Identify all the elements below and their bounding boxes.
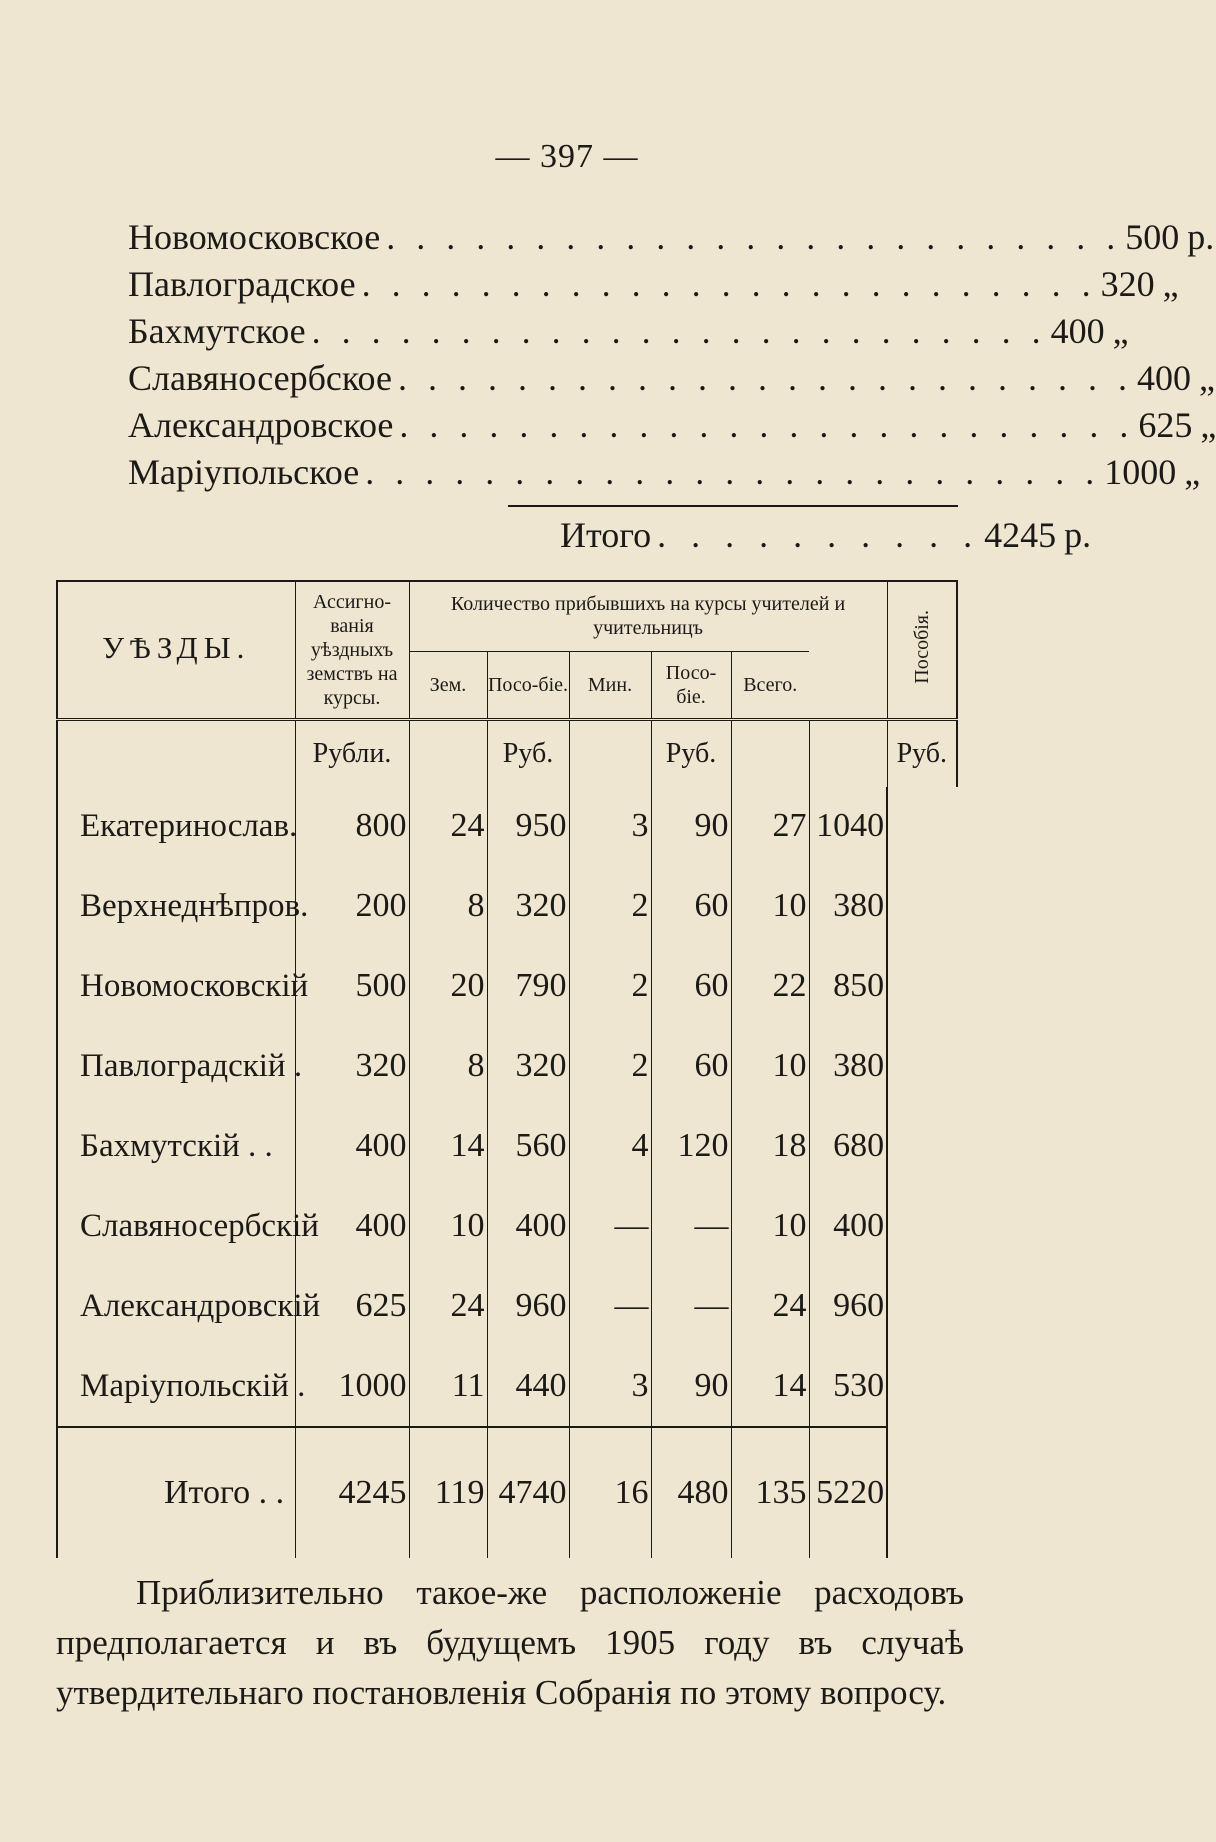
leader-dots: . . . . . . . . . . . . . . . . . . . . . . . . . bbox=[399, 405, 1135, 445]
min-aid-cell: 120 bbox=[651, 1106, 731, 1186]
zem-aid-cell: 950 bbox=[487, 787, 569, 867]
leader-dots: . . . . . . . . . . . . . . . . . . . . . . . . . bbox=[365, 452, 1101, 492]
leader-dots: . . . . . . . . . . bbox=[657, 515, 981, 555]
zem-aid-cell: 790 bbox=[487, 946, 569, 1026]
zem-aid-cell: 960 bbox=[487, 1266, 569, 1346]
unit-empty bbox=[409, 719, 487, 787]
list-amount: 625 bbox=[1138, 405, 1193, 445]
table-row bbox=[57, 1106, 957, 1186]
min-cell: 3 bbox=[569, 787, 651, 867]
page-number: — 397 — bbox=[495, 138, 639, 175]
list-unit: „ bbox=[1200, 405, 1216, 445]
list-total-row bbox=[560, 512, 1092, 559]
aid-cell: 1040 bbox=[809, 787, 887, 867]
zem-cell: 119 bbox=[409, 1427, 487, 1558]
min-cell: 2 bbox=[569, 946, 651, 1026]
list-district-name: Павлоградское bbox=[128, 264, 356, 304]
list-amount: 320 bbox=[1100, 264, 1155, 304]
zem-cell: 10 bbox=[409, 1186, 487, 1266]
district-cell: Маріупольскій . bbox=[57, 1346, 295, 1427]
unit-assignment: Рубли. bbox=[295, 719, 409, 787]
min-aid-cell: 60 bbox=[651, 946, 731, 1026]
min-aid-cell: 60 bbox=[651, 1026, 731, 1106]
zem-cell: 24 bbox=[409, 787, 487, 867]
district-cell: Александровскій bbox=[57, 1266, 295, 1346]
leader-dots: . . . . . . . . . . . . . . . . . . . . . . . . . bbox=[386, 217, 1122, 257]
unit-empty bbox=[57, 719, 295, 787]
district-cell: Павлоградскій . bbox=[57, 1026, 295, 1106]
min-aid-cell: 480 bbox=[651, 1427, 731, 1558]
table-row bbox=[57, 787, 957, 867]
header-posobie-min: Посо-біе. bbox=[651, 651, 731, 719]
paragraph-text: Приблизительно такое-же расположеніе расходовъ предполагается и въ будущемъ 1905 году въ случаѣ утвердительнаго постановленія Собранія по этому вопросу. bbox=[56, 1573, 964, 1712]
list-row bbox=[128, 402, 1216, 449]
list-unit: „ bbox=[1198, 358, 1215, 398]
zem-aid-cell: 400 bbox=[487, 1186, 569, 1266]
unit-posobie-zem: Руб. bbox=[487, 719, 569, 787]
header-assignment: Ассигно-ванія уѣздныхъ земствъ на курсы. bbox=[295, 581, 409, 719]
zem-cell: 8 bbox=[409, 866, 487, 946]
table-total-row bbox=[57, 1427, 957, 1558]
aid-cell: 400 bbox=[809, 1186, 887, 1266]
total-cell: 135 bbox=[731, 1427, 809, 1558]
min-cell: 16 bbox=[569, 1427, 651, 1558]
unit-posobiya: Руб. bbox=[887, 719, 957, 787]
leader-dots: . . . . . . . . . . . . . . . . . . . . . . . . . bbox=[397, 358, 1133, 398]
list-district-name: Славяносербское bbox=[128, 358, 392, 398]
district-cell: Славяносербскій bbox=[57, 1186, 295, 1266]
zem-cell: 24 bbox=[409, 1266, 487, 1346]
aid-cell: 380 bbox=[809, 1026, 887, 1106]
district-cell: Бахмутскій . . bbox=[57, 1106, 295, 1186]
aid-cell: 530 bbox=[809, 1346, 887, 1427]
zem-cell: 8 bbox=[409, 1026, 487, 1106]
list-row bbox=[128, 355, 1215, 402]
total-cell: 10 bbox=[731, 1186, 809, 1266]
unit-empty bbox=[731, 719, 809, 787]
table-row bbox=[57, 866, 957, 946]
assigned-cell: 320 bbox=[295, 1026, 409, 1106]
district-allocation-list bbox=[128, 214, 1216, 496]
aid-cell: 850 bbox=[809, 946, 887, 1026]
zem-aid-cell: 320 bbox=[487, 866, 569, 946]
table-row bbox=[57, 1346, 957, 1427]
min-cell: — bbox=[569, 1266, 651, 1346]
zem-cell: 11 bbox=[409, 1346, 487, 1427]
assigned-cell: 1000 bbox=[295, 1346, 409, 1427]
list-amount: 500 bbox=[1125, 217, 1180, 257]
header-vsego: Всего. bbox=[731, 651, 809, 719]
list-amount: 400 bbox=[1050, 311, 1105, 351]
min-aid-cell: — bbox=[651, 1266, 731, 1346]
assigned-cell: 400 bbox=[295, 1106, 409, 1186]
list-total-rule bbox=[508, 505, 958, 507]
total-cell: 27 bbox=[731, 787, 809, 867]
list-unit: „ bbox=[1184, 452, 1201, 492]
unit-posobie-min: Руб. bbox=[651, 719, 731, 787]
header-min: Мин. bbox=[569, 651, 651, 719]
list-amount: 400 bbox=[1136, 358, 1191, 398]
header-arrived: Количество прибывшихъ на курсы учителей и учительницъ bbox=[409, 581, 887, 651]
list-district-name: Бахмутское bbox=[128, 311, 306, 351]
leader-dots: . . . . . . . . . . . . . . . . . . . . . . . . . bbox=[361, 264, 1097, 304]
district-cell: Верхнеднѣпров. bbox=[57, 866, 295, 946]
zem-cell: 14 bbox=[409, 1106, 487, 1186]
list-district-name: Александровское bbox=[128, 405, 394, 445]
assigned-cell: 800 bbox=[295, 787, 409, 867]
min-cell: 3 bbox=[569, 1346, 651, 1427]
zem-aid-cell: 320 bbox=[487, 1026, 569, 1106]
unit-empty bbox=[569, 719, 651, 787]
list-unit: „ bbox=[1162, 264, 1179, 304]
total-cell: 14 bbox=[731, 1346, 809, 1427]
list-unit: р. bbox=[1187, 217, 1215, 257]
header-zem: Зем. bbox=[409, 651, 487, 719]
courses-table bbox=[56, 580, 958, 1558]
list-row bbox=[128, 261, 1179, 308]
header-posobie-zem: Посо-біе. bbox=[487, 651, 569, 719]
min-aid-cell: 90 bbox=[651, 787, 731, 867]
list-district-name: Новомосковское bbox=[128, 217, 381, 257]
district-cell: Итого . . bbox=[57, 1427, 295, 1558]
zem-cell: 20 bbox=[409, 946, 487, 1026]
list-row bbox=[128, 308, 1129, 355]
list-total-unit: р. bbox=[1064, 515, 1092, 555]
aid-cell: 5220 bbox=[809, 1427, 887, 1558]
assigned-cell: 500 bbox=[295, 946, 409, 1026]
total-cell: 18 bbox=[731, 1106, 809, 1186]
table-row bbox=[57, 1266, 957, 1346]
list-amount: 1000 bbox=[1104, 452, 1177, 492]
leader-dots: . . . . . . . . . . . . . . . . . . . . . . . . . bbox=[311, 311, 1047, 351]
assigned-cell: 400 bbox=[295, 1186, 409, 1266]
list-row bbox=[128, 449, 1201, 496]
assigned-cell: 200 bbox=[295, 866, 409, 946]
min-cell: 2 bbox=[569, 1026, 651, 1106]
min-cell: 2 bbox=[569, 866, 651, 946]
total-cell: 24 bbox=[731, 1266, 809, 1346]
zem-aid-cell: 440 bbox=[487, 1346, 569, 1427]
assigned-cell: 4245 bbox=[295, 1427, 409, 1558]
list-total-amount: 4245 bbox=[984, 515, 1057, 555]
table-row bbox=[57, 1186, 957, 1266]
min-cell: 4 bbox=[569, 1106, 651, 1186]
header-posobiya: Пособія. bbox=[887, 581, 957, 719]
list-district-name: Маріупольское bbox=[128, 452, 360, 492]
aid-cell: 960 bbox=[809, 1266, 887, 1346]
aid-cell: 380 bbox=[809, 866, 887, 946]
assigned-cell: 625 bbox=[295, 1266, 409, 1346]
closing-paragraph bbox=[56, 1568, 964, 1718]
total-cell: 10 bbox=[731, 1026, 809, 1106]
table-row bbox=[57, 946, 957, 1026]
min-aid-cell: — bbox=[651, 1186, 731, 1266]
zem-aid-cell: 560 bbox=[487, 1106, 569, 1186]
table-row bbox=[57, 1026, 957, 1106]
min-cell: — bbox=[569, 1186, 651, 1266]
list-unit: „ bbox=[1112, 311, 1129, 351]
district-cell: Новомосковскій bbox=[57, 946, 295, 1026]
list-total-label: Итого bbox=[560, 515, 652, 555]
zem-aid-cell: 4740 bbox=[487, 1427, 569, 1558]
aid-cell: 680 bbox=[809, 1106, 887, 1186]
total-cell: 22 bbox=[731, 946, 809, 1026]
list-row bbox=[128, 214, 1215, 261]
total-cell: 10 bbox=[731, 866, 809, 946]
min-aid-cell: 60 bbox=[651, 866, 731, 946]
unit-empty bbox=[809, 719, 887, 787]
district-cell: Екатеринослав. bbox=[57, 787, 295, 867]
header-districts: УѢЗДЫ. bbox=[57, 581, 295, 719]
min-aid-cell: 90 bbox=[651, 1346, 731, 1427]
